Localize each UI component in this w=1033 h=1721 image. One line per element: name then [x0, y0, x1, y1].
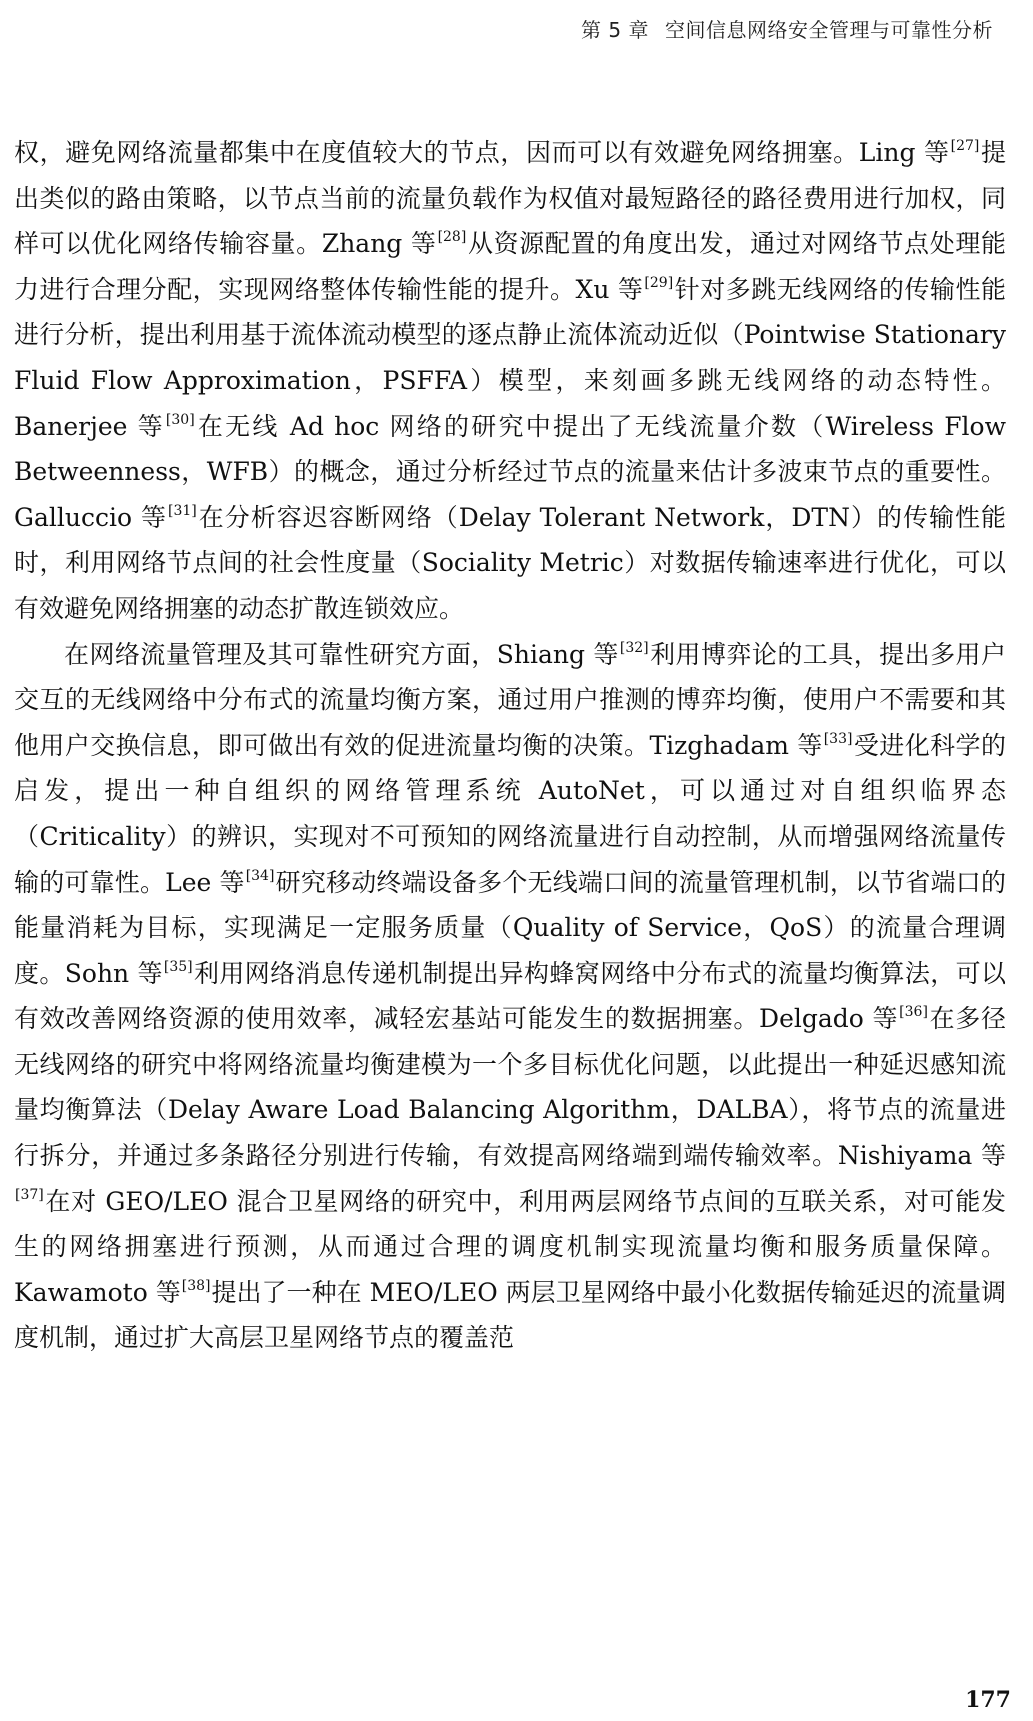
page-number: 177 [965, 1687, 1011, 1713]
chapter-number: 第 5 章 [581, 18, 649, 42]
text-run: 权，避免网络流量都集中在度值较大的节点，因而可以有效避免网络拥塞。Ling 等 [14, 138, 950, 167]
text-run: 从资源配置的角度出发，通过对网络节点处理能力进行合理分配，实现网络整体传输性能的提升。Xu 等 [14, 229, 1006, 304]
text-run: 利用网络消息传递机制提出异构蜂窝网络中分布式的流量均衡算法，可以有效改善网络资源的使用效率，减轻宏基站可能发生的数据拥塞。Delgado 等 [14, 958, 1006, 1034]
citation-ref: [27] [950, 138, 980, 154]
text-run: 在多径无线网络的研究中将网络流量均衡建模为一个多目标优化问题，以此提出一种延迟感知流量均衡算法（Delay Aware Load Balancing Algorithm，DALBA），将节点的流量进行拆分，并通过多条路径分别进行传输，有效提高网络端到端传输效率。Nishiyama 等 [14, 1004, 1006, 1171]
text-run: 提出了一种在 MEO/LEO 两层卫星网络中最小化数据传输延迟的流量调度机制，通过扩大高层卫星网络节点的覆盖范 [14, 1277, 1007, 1353]
text-run: 提出类似的路由策略，以节点当前的流量负载作为权值对最短路径的路径费用进行加权，同样可以优化网络传输容量。Zhang 等 [14, 138, 1006, 259]
text-run: 利用博弈论的工具，提出多用户交互的无线网络中分布式的流量均衡方案，通过用户推测的博弈均衡，使用户不需要和其他用户交换信息，即可做出有效的促进流量均衡的决策。Tizghadam 等 [14, 639, 1006, 760]
text-run: 受进化科学的启发，提出一种自组织的网络管理系统 AutoNet，可以通过对自组织临界态（Criticality）的辨识，实现对不可预知的网络流量进行自动控制，从而增强网络流量传输的可靠性。Lee 等 [14, 730, 1006, 897]
citation-ref: [28] [437, 229, 467, 246]
citation-ref: [38] [181, 1277, 211, 1294]
citation-ref: [32] [619, 639, 649, 656]
citation-ref: [29] [644, 274, 674, 291]
body-text [14, 130, 1006, 1361]
text-run: 在无线 Ad hoc 网络的研究中提出了无线流量介数（Wireless Flow Betweenness，WFB）的概念，通过分析经过节点的流量来估计多波束节点的重要性。Galluccio 等 [14, 411, 1006, 532]
paragraph [14, 632, 1006, 1362]
text-run: 在对 GEO/LEO 混合卫星网络的研究中，利用两层网络节点间的互联关系，对可能发生的网络拥塞进行预测，从而通过合理的调度机制实现流量均衡和服务质量保障。Kawamoto 等 [14, 1186, 1006, 1307]
text-run: 针对多跳无线网络的传输性能进行分析，提出利用基于流体流动模型的逐点静止流体流动近似（Pointwise Stationary Fluid Flow Approximation，PSFFA）模型，来刻画多跳无线网络的动态特性。Banerjee 等 [14, 274, 1006, 441]
citation-ref: [36] [899, 1004, 928, 1021]
chapter-title: 空间信息网络安全管理与可靠性分析 [665, 18, 993, 42]
text-run: 在分析容迟容断网络（Delay Tolerant Network，DTN）的传输性能时，利用网络节点间的社会性度量（Sociality Metric）对数据传输速率进行优化，可以有效避免网络拥塞的动态扩散连锁效应。 [14, 502, 1007, 623]
paragraph [14, 130, 1006, 632]
citation-ref: [37] [15, 1186, 44, 1203]
citation-ref: [33] [823, 730, 853, 747]
text-run: 在网络流量管理及其可靠性研究方面，Shiang 等 [64, 639, 619, 669]
citation-ref: [30] [165, 411, 195, 428]
citation-ref: [34] [245, 867, 275, 884]
running-header [581, 14, 993, 43]
text-run: 研究移动终端设备多个无线端口间的流量管理机制，以节省端口的能量消耗为目标，实现满足一定服务质量（Quality of Service，QoS）的流量合理调度。Sohn 等 [14, 867, 1007, 988]
citation-ref: [31] [167, 502, 197, 519]
citation-ref: [35] [163, 958, 193, 975]
